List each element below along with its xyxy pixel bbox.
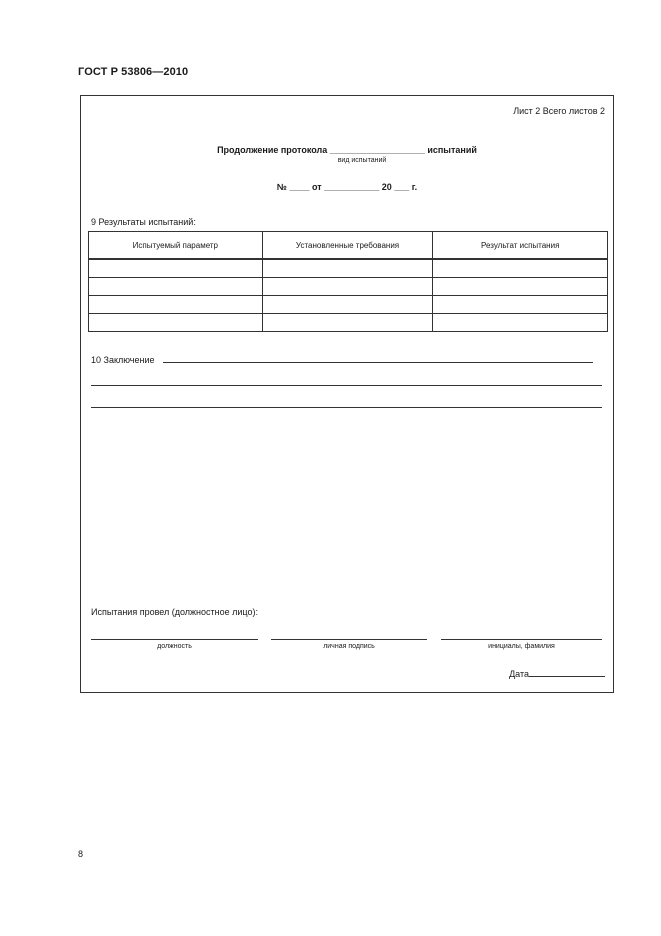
position-caption: должность bbox=[157, 643, 192, 650]
table-cell[interactable] bbox=[262, 278, 433, 296]
date-field bbox=[509, 667, 605, 679]
conclusion-line bbox=[91, 353, 604, 365]
table-cell[interactable] bbox=[433, 259, 608, 278]
name-caption: инициалы, фамилия bbox=[488, 643, 555, 650]
table-cell[interactable] bbox=[262, 259, 433, 278]
table-cell[interactable] bbox=[89, 259, 263, 278]
results-heading: 9 Результаты испытаний: bbox=[91, 217, 196, 227]
personal-signature-line[interactable] bbox=[271, 639, 427, 640]
position-signature-line[interactable] bbox=[91, 639, 258, 640]
table-row bbox=[89, 278, 608, 296]
table-cell[interactable] bbox=[433, 296, 608, 314]
continuation-heading: Продолжение протокола ___________________ испытаний bbox=[217, 145, 477, 155]
table-row bbox=[89, 314, 608, 332]
conclusion-fill-line[interactable] bbox=[91, 376, 602, 386]
personal-signature-caption: личная подпись bbox=[323, 643, 375, 650]
table-cell[interactable] bbox=[262, 314, 433, 332]
table-row bbox=[89, 259, 608, 278]
continuation-caption: вид испытаний bbox=[337, 157, 387, 164]
table-header-row bbox=[89, 232, 608, 260]
table-cell[interactable] bbox=[433, 278, 608, 296]
conclusion-fill-line[interactable] bbox=[163, 353, 593, 363]
results-table bbox=[88, 231, 608, 332]
conclusion-extra-line bbox=[91, 398, 604, 410]
column-header: Установленные требования bbox=[262, 232, 433, 260]
table-cell[interactable] bbox=[433, 314, 608, 332]
table-cell[interactable] bbox=[89, 314, 263, 332]
date-label: Дата bbox=[509, 669, 529, 679]
page-number: 8 bbox=[78, 849, 84, 859]
document-title: ГОСТ Р 53806—2010 bbox=[78, 66, 189, 78]
conclusion-label: 10 Заключение bbox=[91, 355, 155, 365]
table-cell[interactable] bbox=[262, 296, 433, 314]
conclusion-fill-line[interactable] bbox=[91, 398, 602, 408]
table-cell[interactable] bbox=[89, 296, 263, 314]
name-signature-line[interactable] bbox=[441, 639, 602, 640]
table-cell[interactable] bbox=[89, 278, 263, 296]
sheet-counter: Лист 2 Всего листов 2 bbox=[513, 106, 605, 116]
column-header: Результат испытания bbox=[433, 232, 608, 260]
conclusion-extra-line bbox=[91, 376, 604, 388]
protocol-form bbox=[80, 95, 614, 693]
protocol-number-line: № ____ от ___________ 20 ___ г. bbox=[276, 182, 418, 192]
date-fill-line[interactable] bbox=[529, 667, 605, 677]
column-header: Испытуемый параметр bbox=[89, 232, 263, 260]
table-row bbox=[89, 296, 608, 314]
tested-by-label: Испытания провел (должностное лицо): bbox=[91, 607, 258, 617]
